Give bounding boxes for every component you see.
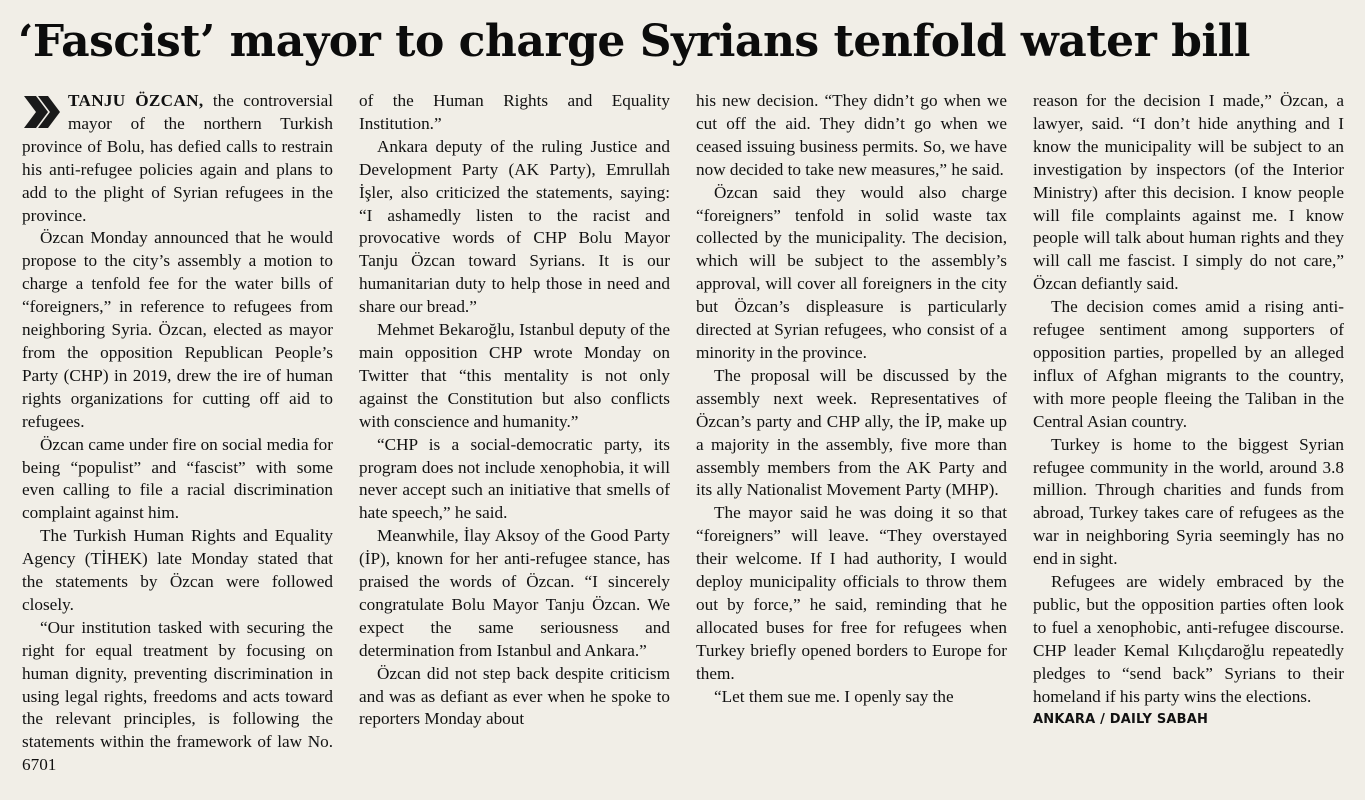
continuation-paragraph: his new decision. “They didn’t go when we cut off the aid. They didn’t go when we ceased issuing business permits. So, we have now decided to take new measures,” he said.: [696, 91, 1007, 179]
lead-text: the controversial mayor of the northern Turkish province of Bolu, has defied calls to restrain his anti-refugee policies again and plans to add to the plight of Syrian refugees in the province.: [22, 91, 333, 225]
paragraph: Meanwhile, İlay Aksoy of the Good Party (İP), known for her anti-refugee stance, has praised the words of Özcan. “I sincerely congratulate Bolu Mayor Tanju Özcan. We expect the same seriousness and determination from Istanbul and Ankara.”: [359, 526, 670, 660]
paragraph: Turkey is home to the biggest Syrian refugee community in the world, around 3.8 million. Through charities and funds from abroad, Turkey takes care of refugees as the war in neighboring Syria seemingly has no end in sight.: [1033, 434, 1344, 569]
continuation-paragraph: reason for the decision I made,” Özcan, a lawyer, said. “I don’t hide anything and I know the municipality will be subject to an investigation by inspectors (of the Interior Ministry) after this decision. I know people will file complaints against me. I know people will talk about human rights and they will call me fascist. I simply do not care,” Özcan defiantly said.: [1033, 91, 1344, 294]
paragraph: The mayor said he was doing it so that “foreigners” will leave. “They overstayed their welcome. If I had authority, I would deploy municipality officials to throw them out by force,” he said, reminding that he allocated buses for free for refugees when Turkey briefly opened borders to Europe for them.: [696, 503, 1007, 683]
paragraph: Özcan came under fire on social media for being “populist” and “fascist” with some even calling to file a racial discrimination complaint against him.: [22, 434, 333, 523]
paragraph: Özcan did not step back despite criticism and was as defiant as ever when he spoke to reporters Monday about: [359, 663, 670, 729]
column-2: [359, 90, 670, 790]
lead-paragraph: [22, 90, 333, 227]
paragraph: Özcan Monday announced that he would propose to the city’s assembly a motion to charge a tenfold fee for the water bills of “foreigners,” in reference to refugees from neighboring Syria. Özcan, elected as mayor from the opposition Republican People’s Party (CHP) in 2019, drew the ire of human rights organizations for cutting off aid to refugees.: [22, 228, 333, 431]
dateline: ANKARA / DAILY SABAH: [1033, 712, 1209, 728]
continuation-paragraph: of the Human Rights and Equality Institution.”: [359, 91, 670, 133]
paragraph: “CHP is a social-democratic party, its program does not include xenophobia, it will never accept such an initiative that smells of hate speech,” he said.: [359, 434, 670, 523]
paragraph: The decision comes amid a rising anti-refugee sentiment among supporters of opposition parties, propelled by an alleged influx of Afghan migrants to the country, with more people fleeing the Taliban in the Central Asian country.: [1033, 297, 1344, 431]
paragraph: The proposal will be discussed by the assembly next week. Representatives of Özcan’s party and CHP ally, the İP, make up a majority in the assembly, five more than assembly members from the AK Party and its ally Nationalist Movement Party (MHP).: [696, 365, 1007, 500]
article-body: [22, 90, 1344, 790]
headline: ‘Fascist’ mayor to charge Syrians tenfold water bill: [18, 16, 1251, 67]
double-chevron-icon: [22, 94, 62, 130]
paragraph: “Let them sue me. I openly say the: [714, 686, 954, 706]
lead-name: TANJU ÖZCAN,: [68, 91, 204, 110]
column-4: [1033, 90, 1344, 790]
paragraph: Ankara deputy of the ruling Justice and Development Party (AK Party), Emrullah İşler, also criticized the statements, saying: “I ashamedly listen to the racist and provocative words of CHP Bolu Mayor Tanju Özcan toward Syrians. It is our humanitarian duty to help those in need and share our bread.”: [359, 136, 670, 317]
paragraph: Mehmet Bekaroğlu, Istanbul deputy of the main opposition CHP wrote Monday on Twitter that “this mentality is not only against the Constitution but also conflicts with conscience and humanity.”: [359, 320, 670, 431]
column-1: [22, 90, 333, 790]
paragraph: Refugees are widely embraced by the public, but the opposition parties often look to fuel a xenophobic, anti-refugee discourse. CHP leader Kemal Kılıçdaroğlu repeatedly pledges to “send back” Syrians to their homeland if his party wins the elections.: [1033, 572, 1344, 706]
paragraph: Özcan said they would also charge “foreigners” tenfold in solid waste tax collected by the municipality. The decision, which will be subject to the assembly’s approval, will cover all foreigners in the city but Özcan’s displeasure is particularly directed at Syrian refugees, who consist of a minority in the province.: [696, 182, 1007, 362]
paragraph: The Turkish Human Rights and Equality Agency (TİHEK) late Monday stated that the statements by Özcan were followed closely.: [22, 526, 333, 614]
paragraph: “Our institution tasked with securing the right for equal treatment by focusing on human dignity, preventing discrimination in using legal rights, freedoms and acts toward the relevant principles, is following the statements within the framework of law No. 6701: [22, 617, 333, 775]
column-3: [696, 90, 1007, 790]
